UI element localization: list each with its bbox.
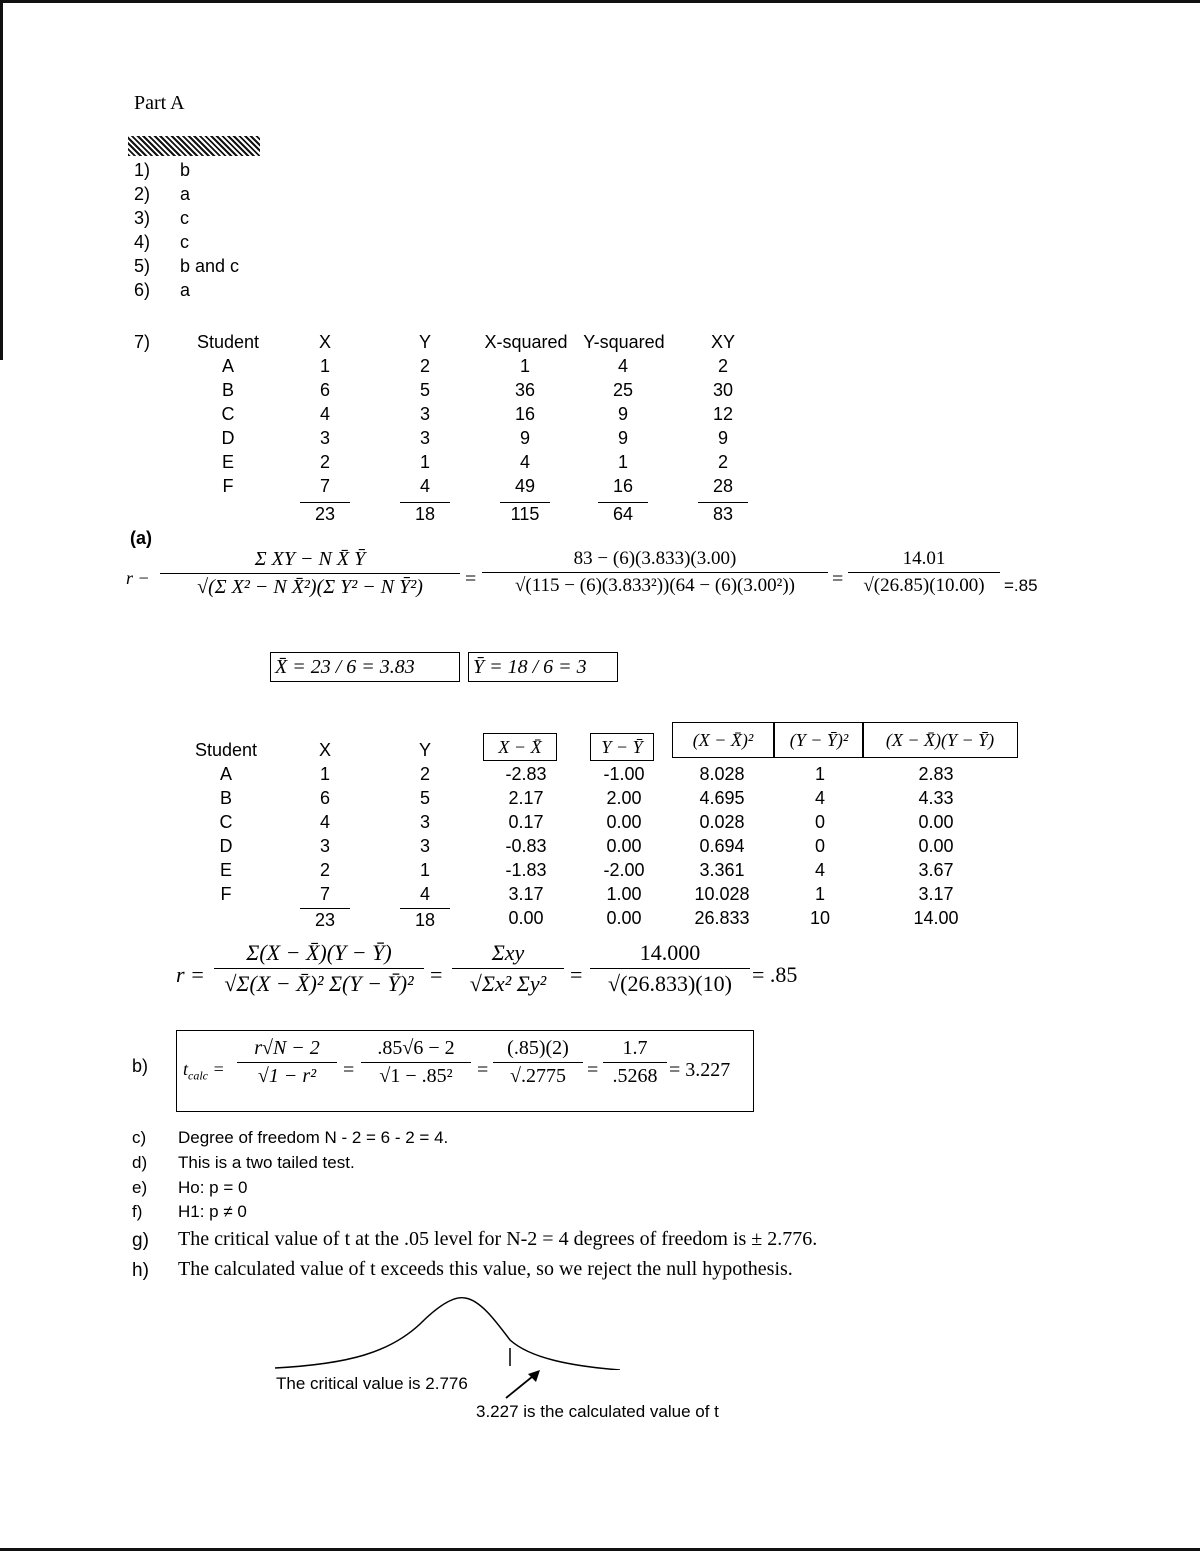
equals-sign: =: [465, 568, 477, 590]
scan-edge: [0, 0, 3, 360]
answer-text: H1: p ≠ 0: [178, 1202, 247, 1221]
table-cell: 3.17: [508, 884, 544, 904]
answer-letter: c): [132, 1128, 147, 1147]
table-cell: A: [221, 356, 234, 376]
table-cell: 0.00: [606, 836, 642, 856]
part-b-label: b): [132, 1056, 149, 1076]
denominator: .5268: [612, 1065, 658, 1087]
table-cell: 16: [514, 404, 536, 424]
table-header: Student: [194, 740, 258, 760]
part-title: Part A: [134, 92, 185, 114]
table-cell: 6: [319, 788, 330, 808]
mc-number: 2): [134, 184, 151, 204]
mc-answer: a: [180, 184, 191, 204]
y-mean-box: Ȳ = 18 / 6 = 3: [468, 652, 618, 682]
table-cell: 0.028: [699, 812, 745, 832]
table-cell: 4: [814, 860, 825, 880]
t-calc-result: = 3.227: [669, 1059, 731, 1081]
table-total: 23: [300, 502, 350, 525]
table-total: 83: [698, 502, 748, 525]
table-cell: 3.17: [918, 884, 954, 904]
table-cell: 0: [814, 836, 825, 856]
table-cell: 36: [514, 380, 536, 400]
numerator: 14.000: [639, 940, 701, 965]
mc-answer: b: [180, 160, 191, 180]
denominator: √Σx² Σy²: [469, 971, 547, 996]
table-header: X: [318, 332, 331, 352]
table-total: 0.00: [508, 908, 544, 928]
redacted-heading: [128, 136, 260, 156]
table-cell: 0.00: [918, 836, 954, 856]
table-cell: 1: [319, 764, 330, 784]
mc-answer: a: [180, 280, 191, 300]
table-total: 14.00: [913, 908, 959, 928]
table-header: (X − X̄)²: [672, 722, 774, 758]
table-cell: 4: [419, 884, 430, 904]
scan-edge: [0, 1548, 1200, 1551]
equals-sign: =: [477, 1059, 489, 1081]
table-cell: 9: [617, 428, 628, 448]
table-cell: 3: [319, 836, 330, 856]
table-cell: B: [221, 380, 234, 400]
table-cell: 1: [419, 860, 430, 880]
table-cell: C: [221, 404, 235, 424]
numerator: 83 − (6)(3.833)(3.00): [573, 548, 737, 569]
table-total: 0.00: [606, 908, 642, 928]
answer-text: The critical value of t at the .05 level for N-2 = 4 degrees of freedom is ± 2.776.: [178, 1228, 818, 1250]
mc-answer: b and c: [180, 256, 240, 276]
table-cell: 2.83: [918, 764, 954, 784]
table-header: Y-squared: [583, 332, 665, 352]
table-total: 115: [500, 502, 550, 525]
mc-answer: c: [180, 208, 189, 228]
table-cell: E: [219, 860, 232, 880]
answer-text: Degree of freedom N - 2 = 6 - 2 = 4.: [178, 1128, 449, 1147]
fraction-numeric: [590, 940, 750, 997]
equals-sign: =: [832, 568, 844, 590]
table-cell: 4: [617, 356, 628, 376]
mc-number: 6): [134, 280, 151, 300]
table-header: X − X̄: [483, 733, 557, 761]
fraction-t-simplified: [493, 1037, 583, 1088]
table-cell: 4: [814, 788, 825, 808]
table-cell: 28: [712, 476, 734, 496]
denominator: √.2775: [510, 1065, 566, 1087]
table-cell: 3: [419, 428, 430, 448]
fraction-definitional: [160, 548, 460, 599]
table-cell: 7: [319, 476, 330, 496]
table-total: 10: [809, 908, 831, 928]
table-cell: 1: [319, 356, 330, 376]
table-header: (X − X̄)(Y − Ȳ): [862, 722, 1018, 758]
table-cell: 1: [617, 452, 628, 472]
fraction-substituted: [482, 548, 828, 597]
table-cell: 2: [717, 452, 728, 472]
table-cell: -2.83: [505, 764, 547, 784]
table-cell: 9: [519, 428, 530, 448]
answer-text: Ho: p = 0: [178, 1178, 248, 1197]
table-cell: 2: [319, 452, 330, 472]
bell-curve-line: [275, 1298, 620, 1370]
table-cell: 2.17: [508, 788, 544, 808]
table-cell: 7: [319, 884, 330, 904]
table-cell: 4.695: [699, 788, 745, 808]
answer-text: This is a two tailed test.: [178, 1153, 355, 1172]
table-cell: 3.361: [699, 860, 745, 880]
fraction-sum: [452, 940, 564, 997]
table-cell: 0.00: [918, 812, 954, 832]
table-cell: 0.694: [699, 836, 745, 856]
table-cell: 0: [814, 812, 825, 832]
fraction-deviation: [214, 940, 424, 997]
t-calc-symbol: $t_{calc}$ =: [183, 1059, 225, 1083]
table-cell: 5: [419, 788, 430, 808]
table-cell: 4: [319, 404, 330, 424]
table-cell: 4: [319, 812, 330, 832]
table-cell: 8.028: [699, 764, 745, 784]
table-cell: -2.00: [603, 860, 645, 880]
denominator: √Σ(X − X̄)² Σ(Y − Ȳ)²: [224, 971, 414, 996]
mc-number: 4): [134, 232, 151, 252]
table-header: Student: [196, 332, 260, 352]
table-cell: 1.00: [606, 884, 642, 904]
table-total: 18: [400, 502, 450, 525]
numerator: Σ(X − X̄)(Y − Ȳ): [246, 940, 392, 965]
table-cell: 9: [617, 404, 628, 424]
table-cell: 4: [519, 452, 530, 472]
table-header: X-squared: [484, 332, 568, 352]
table-cell: B: [219, 788, 232, 808]
arrow-icon: [500, 1366, 550, 1402]
numerator: (.85)(2): [507, 1037, 569, 1059]
mc-number: 5): [134, 256, 151, 276]
table-cell: 1: [419, 452, 430, 472]
part-a-label: (a): [130, 528, 152, 548]
table-header: Y: [418, 332, 431, 352]
answer-text: The calculated value of t exceeds this value, so we reject the null hypothesis.: [178, 1258, 793, 1280]
table-cell: 12: [712, 404, 734, 424]
table-cell: 2: [319, 860, 330, 880]
table-cell: 9: [717, 428, 728, 448]
answer-letter: d): [132, 1153, 148, 1172]
denominator: √(115 − (6)(3.833²))(64 − (6)(3.00²)): [515, 575, 795, 596]
denominator: √1 − .85²: [379, 1065, 453, 1087]
table-cell: 4: [419, 476, 430, 496]
table-cell: 1: [814, 884, 825, 904]
table-cell: 6: [319, 380, 330, 400]
table-cell: D: [219, 836, 233, 856]
numerator: .85√6 − 2: [377, 1037, 455, 1059]
fraction-numeric: [848, 548, 1000, 597]
table-header: XY: [710, 332, 735, 352]
table-cell: 10.028: [694, 884, 750, 904]
table-header: (Y − Ȳ)²: [774, 722, 864, 758]
table-cell: 25: [612, 380, 634, 400]
table-cell: 5: [419, 380, 430, 400]
denominator: √(26.833)(10): [608, 971, 732, 996]
mc-number: 1): [134, 160, 151, 180]
table-cell: 3: [419, 404, 430, 424]
table-cell: 3: [419, 812, 430, 832]
table-cell: E: [221, 452, 234, 472]
table-header: Y: [418, 740, 431, 760]
table-cell: 0.17: [508, 812, 544, 832]
table-cell: 3: [419, 836, 430, 856]
table-cell: 2.00: [606, 788, 642, 808]
numerator: 14.01: [902, 548, 946, 569]
equals-sign: =: [343, 1059, 355, 1081]
equals-sign: =: [430, 962, 443, 987]
table-cell: 30: [712, 380, 734, 400]
t-calc-box: [176, 1030, 754, 1112]
table-cell: 2: [419, 764, 430, 784]
answer-letter: e): [132, 1178, 148, 1197]
r-symbol: r −: [126, 568, 150, 588]
table-cell: 2: [717, 356, 728, 376]
equals-sign: =: [570, 962, 583, 987]
calculated-value-label: 3.227 is the calculated value of t: [476, 1402, 719, 1421]
table-cell: -0.83: [505, 836, 547, 856]
table-total: 23: [300, 908, 350, 931]
numerator: 1.7: [622, 1037, 648, 1059]
denominator: √(Σ X² − N X̄²)(Σ Y² − N Ȳ²): [197, 576, 423, 598]
table-cell: -1.83: [505, 860, 547, 880]
table-cell: 3.67: [918, 860, 954, 880]
t-distribution-curve: [270, 1290, 630, 1370]
table-total: 26.833: [694, 908, 750, 928]
table-cell: 49: [514, 476, 536, 496]
fraction-t-decimal: [603, 1037, 667, 1088]
table-header: X: [318, 740, 331, 760]
q7-number: 7): [134, 332, 151, 352]
table-cell: -1.00: [603, 764, 645, 784]
formula-result: = .85: [752, 962, 798, 987]
table-total: 18: [400, 908, 450, 931]
answer-letter: g): [132, 1230, 149, 1251]
table-cell: C: [219, 812, 233, 832]
table-header: Y − Ȳ: [590, 733, 654, 761]
denominator: √(26.85)(10.00): [863, 575, 985, 596]
critical-value-label: The critical value is 2.776: [276, 1374, 468, 1393]
answer-letter: h): [132, 1260, 149, 1281]
table-cell: 2: [419, 356, 430, 376]
table-cell: 3: [319, 428, 330, 448]
numerator: Σ XY − N X̄ Ȳ: [254, 548, 366, 570]
numerator: Σxy: [491, 940, 525, 965]
table-cell: F: [222, 476, 234, 496]
scan-edge: [0, 0, 1200, 3]
equals-sign: =: [587, 1059, 599, 1081]
answer-letter: f): [132, 1202, 143, 1221]
x-mean-box: X̄ = 23 / 6 = 3.83: [270, 652, 460, 682]
table-cell: 1: [814, 764, 825, 784]
table-total: 64: [598, 502, 648, 525]
formula-result: =.85: [1004, 576, 1038, 595]
table-cell: F: [220, 884, 232, 904]
mc-answer: c: [180, 232, 189, 252]
table-cell: 4.33: [918, 788, 954, 808]
table-cell: 16: [612, 476, 634, 496]
table-cell: D: [221, 428, 235, 448]
fraction-t-substituted: [361, 1037, 471, 1088]
table-cell: 1: [519, 356, 530, 376]
mc-number: 3): [134, 208, 151, 228]
numerator: r√N − 2: [254, 1037, 320, 1059]
r-symbol: r =: [176, 962, 205, 987]
denominator: √1 − r²: [257, 1065, 317, 1087]
table-cell: 0.00: [606, 812, 642, 832]
table-cell: A: [219, 764, 232, 784]
fraction-t-formula: [237, 1037, 337, 1088]
